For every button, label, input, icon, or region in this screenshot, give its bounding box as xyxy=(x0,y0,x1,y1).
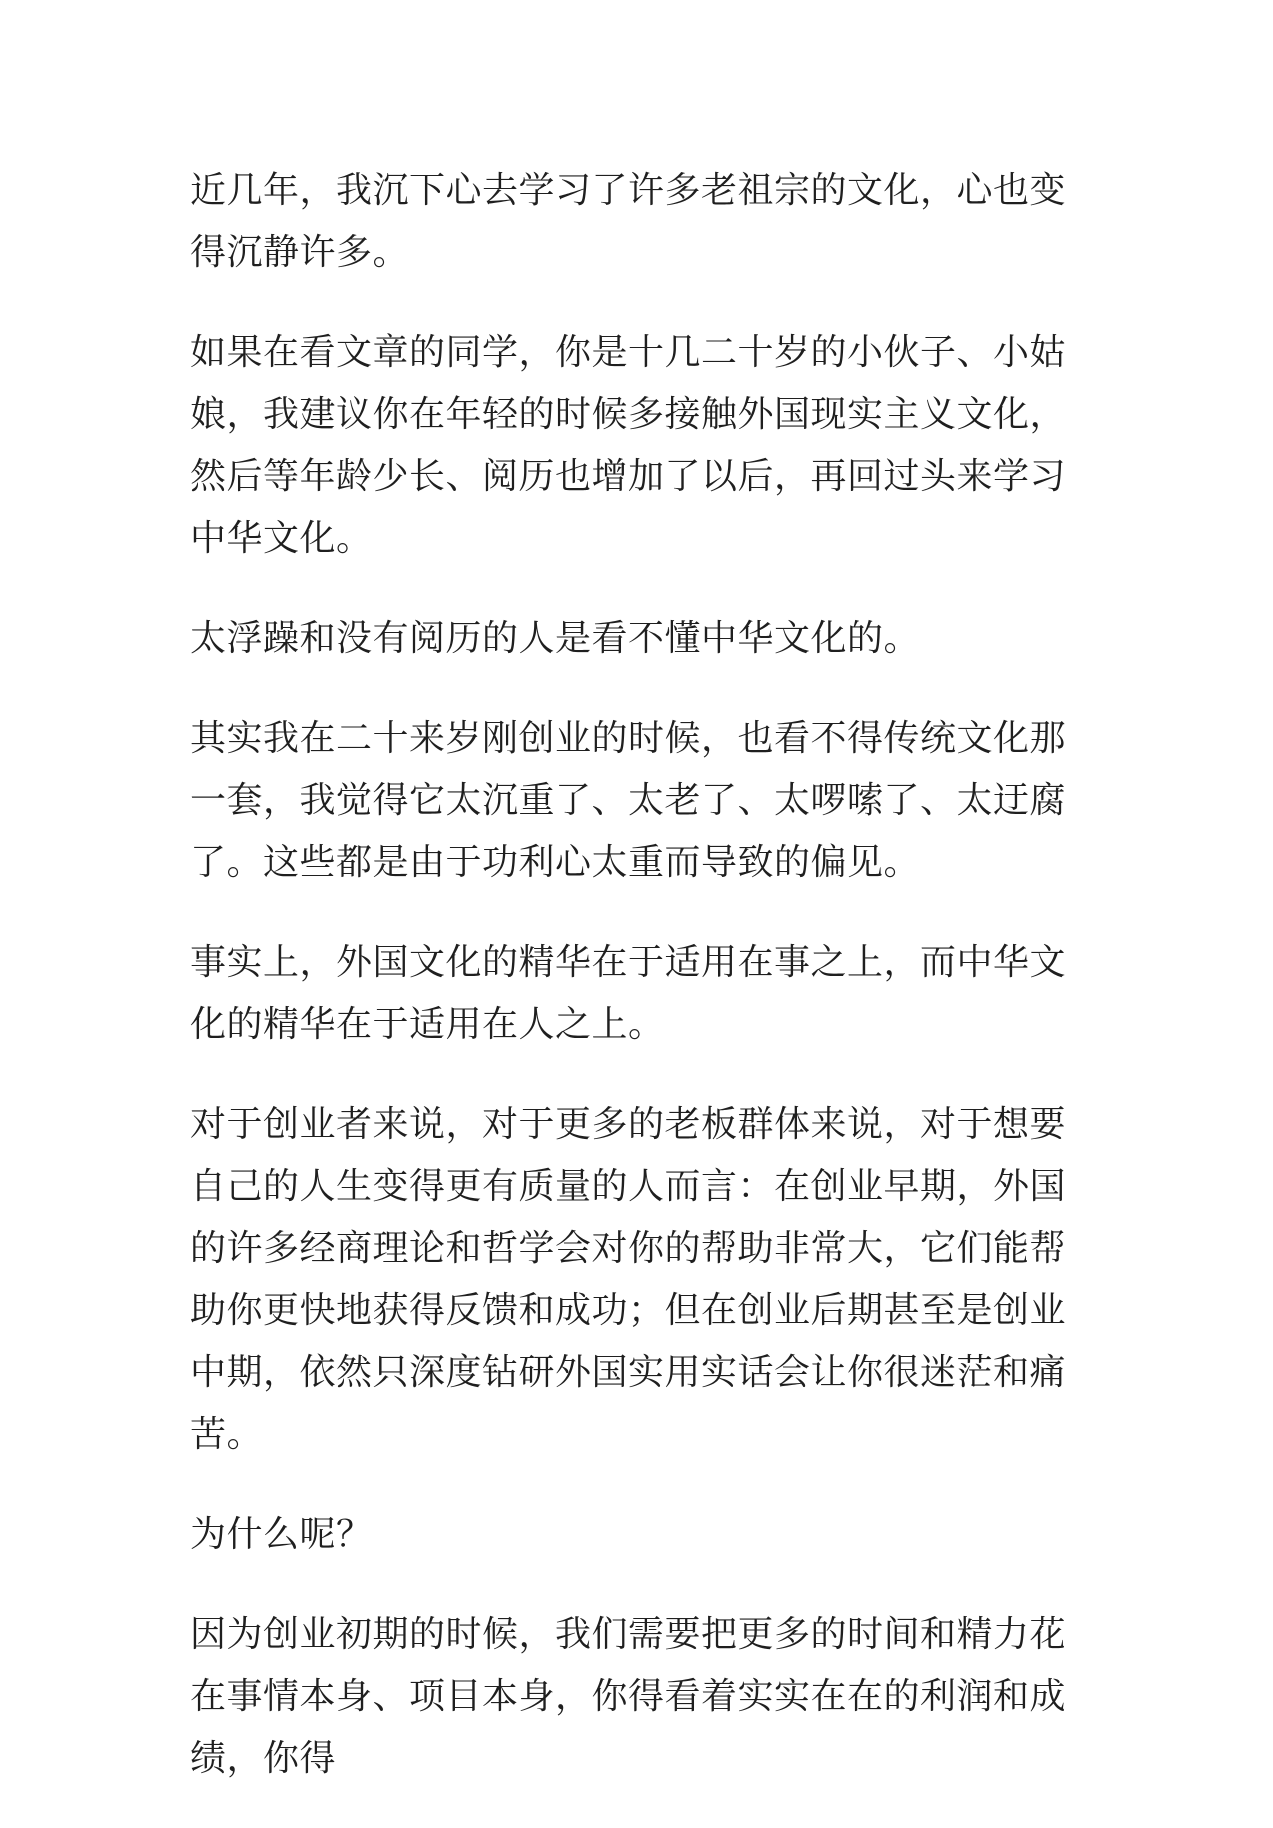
paragraph-2: 如果在看文章的同学，你是十几二十岁的小伙子、小姑娘，我建议你在年轻的时候多接触外国现实主义文化，然后等年龄少长、阅历也增加了以后，再回过头来学习中华文化。 xyxy=(190,332,1067,559)
article-body xyxy=(190,160,1090,1828)
paragraph-7: 为什么呢？ xyxy=(190,1514,373,1555)
paragraph-3: 太浮躁和没有阅历的人是看不懂中华文化的。 xyxy=(190,618,921,659)
paragraph-4: 其实我在二十来岁刚创业的时候，也看不得传统文化那一套，我觉得它太沉重了、太老了、太啰嗦了、太迂腐了。这些都是由于功利心太重而导致的偏见。 xyxy=(190,718,1067,883)
paragraph-5: 事实上，外国文化的精华在于适用在事之上，而中华文化的精华在于适用在人之上。 xyxy=(190,942,1067,1045)
paragraph-1: 近几年，我沉下心去学习了许多老祖宗的文化，心也变得沉静许多。 xyxy=(190,170,1067,273)
paragraph-6: 对于创业者来说，对于更多的老板群体来说，对于想要自己的人生变得更有质量的人而言：在创业早期，外国的许多经商理论和哲学会对你的帮助非常大，它们能帮助你更快地获得反馈和成功；但在创业后期甚至是创业中期，依然只深度钻研外国实用实话会让你很迷茫和痛苦。 xyxy=(190,1104,1067,1455)
paragraph-8: 因为创业初期的时候，我们需要把更多的时间和精力花在事情本身、项目本身，你得看着实实在在的利润和成绩，你得 xyxy=(190,1614,1067,1779)
